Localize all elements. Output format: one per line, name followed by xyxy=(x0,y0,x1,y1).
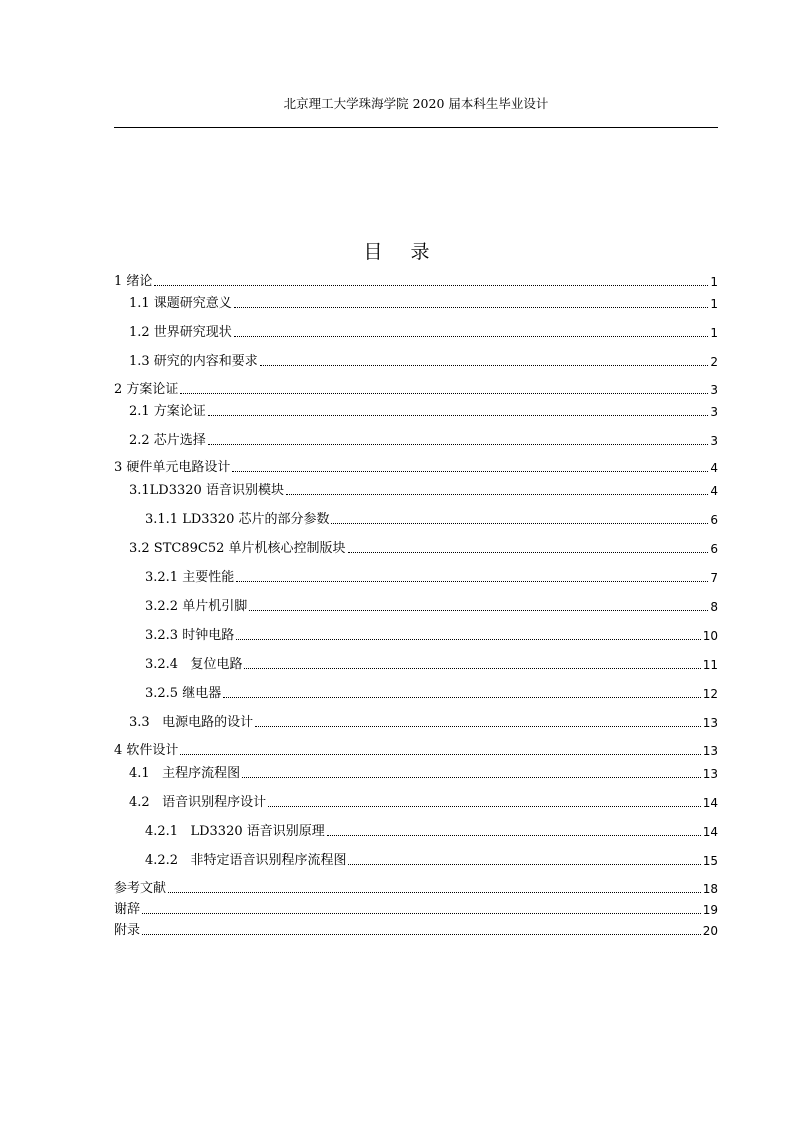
toc-entry-label: 3.2 STC89C52 单片机核心控制版块 xyxy=(129,541,346,556)
toc-leader xyxy=(234,307,708,308)
toc-entry-label: 3.1LD3320 语音识别模块 xyxy=(129,483,284,498)
toc-entry[interactable] xyxy=(145,684,718,702)
toc-entry-page: 13 xyxy=(702,744,718,758)
toc-title-char-2: 录 xyxy=(410,241,430,263)
toc-leader xyxy=(234,336,708,337)
toc-entry-page: 3 xyxy=(710,434,718,448)
toc-entry[interactable] xyxy=(114,272,718,290)
toc-entry-page: 12 xyxy=(702,687,718,701)
toc-leader xyxy=(286,494,708,495)
toc-entry-page: 14 xyxy=(702,796,718,810)
toc-entry[interactable] xyxy=(129,793,718,811)
toc-entry[interactable] xyxy=(114,879,718,897)
toc-entry[interactable] xyxy=(114,900,718,918)
toc-entry-label: 3 硬件单元电路设计 xyxy=(114,460,231,475)
toc-entry-label: 3.1.1 LD3320 芯片的部分参数 xyxy=(145,512,330,527)
toc-entry-page: 7 xyxy=(710,571,718,585)
toc-entry-label: 3.2.3 时钟电路 xyxy=(145,628,235,643)
toc-leader xyxy=(223,697,701,698)
toc-entry[interactable] xyxy=(129,402,718,420)
toc-leader xyxy=(236,581,708,582)
toc-entry-page: 19 xyxy=(702,903,718,917)
toc-leader xyxy=(249,610,708,611)
toc-leader xyxy=(242,777,701,778)
toc-entry-label: 3.3 电源电路的设计 xyxy=(129,715,254,730)
toc-leader xyxy=(255,726,701,727)
toc-entry-page: 14 xyxy=(702,825,718,839)
toc-leader xyxy=(232,471,708,472)
toc-entry-label: 附录 xyxy=(114,923,141,938)
toc-entry-page: 2 xyxy=(710,355,718,369)
toc-entry-label: 1.1 课题研究意义 xyxy=(129,296,232,311)
toc-leader xyxy=(327,835,701,836)
toc-entry[interactable] xyxy=(145,568,718,586)
toc-entry[interactable] xyxy=(129,713,718,731)
toc-entry-page: 1 xyxy=(710,326,718,340)
toc-entry[interactable] xyxy=(145,597,718,615)
toc-entry[interactable] xyxy=(114,741,718,759)
toc-entry-label: 3.2.4 复位电路 xyxy=(145,657,243,672)
toc-entry-page: 13 xyxy=(702,716,718,730)
toc-leader xyxy=(331,523,708,524)
toc-entry[interactable] xyxy=(114,458,718,476)
toc-entry-page: 10 xyxy=(702,629,718,643)
toc-entry[interactable] xyxy=(145,851,718,869)
toc-entry-label: 2.2 芯片选择 xyxy=(129,433,206,448)
toc-entry[interactable] xyxy=(129,323,718,341)
toc-entry-label: 4.1 主程序流程图 xyxy=(129,766,241,781)
toc-entry[interactable] xyxy=(129,352,718,370)
toc-entry-label: 谢辞 xyxy=(114,902,141,917)
toc-entry[interactable] xyxy=(129,294,718,312)
toc-entry-page: 4 xyxy=(710,484,718,498)
toc-title-char-1: 目 xyxy=(363,241,383,263)
toc-leader xyxy=(236,639,701,640)
toc-entry[interactable] xyxy=(129,764,718,782)
toc-entry[interactable] xyxy=(145,510,718,528)
toc-leader xyxy=(154,285,708,286)
toc-entry-page: 4 xyxy=(710,461,718,475)
toc-entry-page: 6 xyxy=(710,542,718,556)
toc-entry[interactable] xyxy=(145,655,718,673)
toc-entry-label: 4.2.1 LD3320 语音识别原理 xyxy=(145,824,325,839)
toc-entry-page: 1 xyxy=(710,275,718,289)
header-rule xyxy=(114,127,718,128)
toc-entry-label: 3.2.5 继电器 xyxy=(145,686,222,701)
toc-leader xyxy=(268,806,701,807)
toc-entry-page: 8 xyxy=(710,600,718,614)
toc-leader xyxy=(260,365,708,366)
toc-entry-page: 3 xyxy=(710,383,718,397)
toc-title xyxy=(0,237,793,264)
toc-entry[interactable] xyxy=(145,626,718,644)
toc-entry-label: 1.3 研究的内容和要求 xyxy=(129,354,258,369)
toc-entry-label: 3.2.2 单片机引脚 xyxy=(145,599,248,614)
toc-entry-page: 11 xyxy=(702,658,718,672)
toc-entry-page: 13 xyxy=(702,767,718,781)
toc-leader xyxy=(244,668,700,669)
toc-entry-label: 4.2 语音识别程序设计 xyxy=(129,795,267,810)
toc-entry-label: 2.1 方案论证 xyxy=(129,404,206,419)
toc-leader xyxy=(208,415,708,416)
toc-leader xyxy=(348,864,700,865)
toc-entry[interactable] xyxy=(129,539,718,557)
toc-leader xyxy=(168,892,701,893)
toc-entry[interactable] xyxy=(129,431,718,449)
toc-entry-label: 2 方案论证 xyxy=(114,382,179,397)
page-header: 北京理工大学珠海学院 2020 届本科生毕业设计 xyxy=(283,96,549,111)
toc-entry[interactable] xyxy=(114,380,718,398)
toc-entry[interactable] xyxy=(145,822,718,840)
toc-leader xyxy=(180,754,700,755)
toc-entry-page: 1 xyxy=(710,297,718,311)
toc-entry-page: 15 xyxy=(702,854,718,868)
toc-entry-label: 3.2.1 主要性能 xyxy=(145,570,235,585)
toc-entry-label: 1 绪论 xyxy=(114,274,153,289)
toc-leader xyxy=(142,913,701,914)
toc-entry-page: 18 xyxy=(702,882,718,896)
toc-entry[interactable] xyxy=(129,481,718,499)
toc-entry-label: 1.2 世界研究现状 xyxy=(129,325,232,340)
toc-leader xyxy=(180,393,708,394)
toc-entry-label: 4 软件设计 xyxy=(114,743,179,758)
toc-entry-page: 20 xyxy=(702,924,718,938)
toc-leader xyxy=(208,444,708,445)
toc-entry-label: 参考文献 xyxy=(114,881,167,896)
toc-leader xyxy=(348,552,709,553)
toc-entry[interactable] xyxy=(114,921,718,939)
toc-entry-label: 4.2.2 非特定语音识别程序流程图 xyxy=(145,853,347,868)
toc-entry-page: 3 xyxy=(710,405,718,419)
toc-entry-page: 6 xyxy=(710,513,718,527)
toc-leader xyxy=(142,934,701,935)
